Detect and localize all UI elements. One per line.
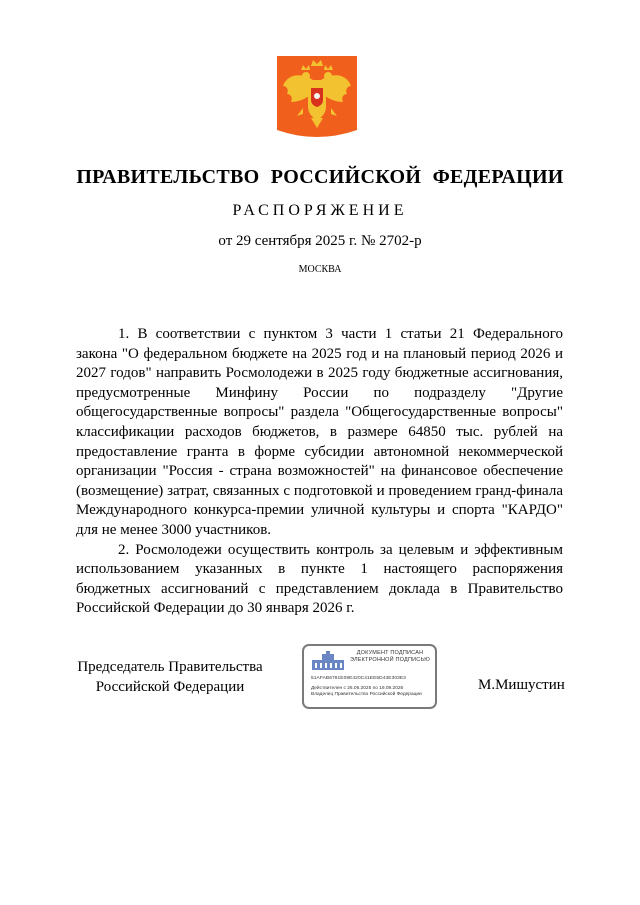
electronic-signature-stamp [302,644,437,709]
stamp-heading-line-1: ДОКУМЕНТ ПОДПИСАН [356,650,424,656]
signer-position-line-1: Председатель Правительства [77,659,263,675]
signer-position [70,658,270,697]
signer-name: М.Мишустин [478,677,565,693]
document-city: МОСКВА [298,264,342,275]
government-building-icon [310,650,346,672]
document-type: РАСПОРЯЖЕНИЕ [232,202,408,219]
document-date-number: от 29 сентября 2025 г. № 2702-р [218,233,422,249]
stamp-heading [344,650,436,664]
signer-position-line-2: Российской Федерации [95,678,245,695]
coat-of-arms-of-russia-icon [275,56,359,144]
order-paragraph-1: 1. В соответствии с пунктом 3 части 1 статьи 21 Федерального закона "О федеральном бюджете на 2025 год и на плановый период 2026 и 2027 годов" направить Росмолодежи в 2025 году бюджетные ассигнования, предусмотренные Минфину России по подразделу "Другие общегосударственные вопросы" раздела "Общегосударственные вопросы" классификации расходов бюджетов, в размере 64850 тыс. рублей на предоставление гранта в форме субсидии автономной некоммерческой организации "Россия - страна возможностей" на финансовое обеспечение (возмещение) затрат, связанных с подготовкой и проведением гранд-финала Международного конкурса-премии уличной культуры и спорта "КАРДО" для не менее 3000 участников. [76,326,563,538]
stamp-certificate-owner: Владелец Правительство Российской Федерации [311,692,422,697]
order-body [76,325,563,619]
stamp-heading-line-2: ЭЛЕКТРОННОЙ ПОДПИСЬЮ [349,657,431,663]
stamp-validity-period: Действителен с 26.06.2025 по 19.09.2026 [311,686,404,691]
government-title: ПРАВИТЕЛЬСТВО РОССИЙСКОЙ ФЕДЕРАЦИИ [76,166,564,188]
stamp-certificate-serial: 51AFAB6781E09E420C41EE5D43E303E3 [311,676,406,681]
order-paragraph-2: 2. Росмолодежи осуществить контроль за целевым и эффективным использованием указанных в пункте 1 настоящего распоряжения бюджетных ассигнований с представлением доклада в Правительство Российской Федерации до 30 января 2026 г. [76,541,563,617]
